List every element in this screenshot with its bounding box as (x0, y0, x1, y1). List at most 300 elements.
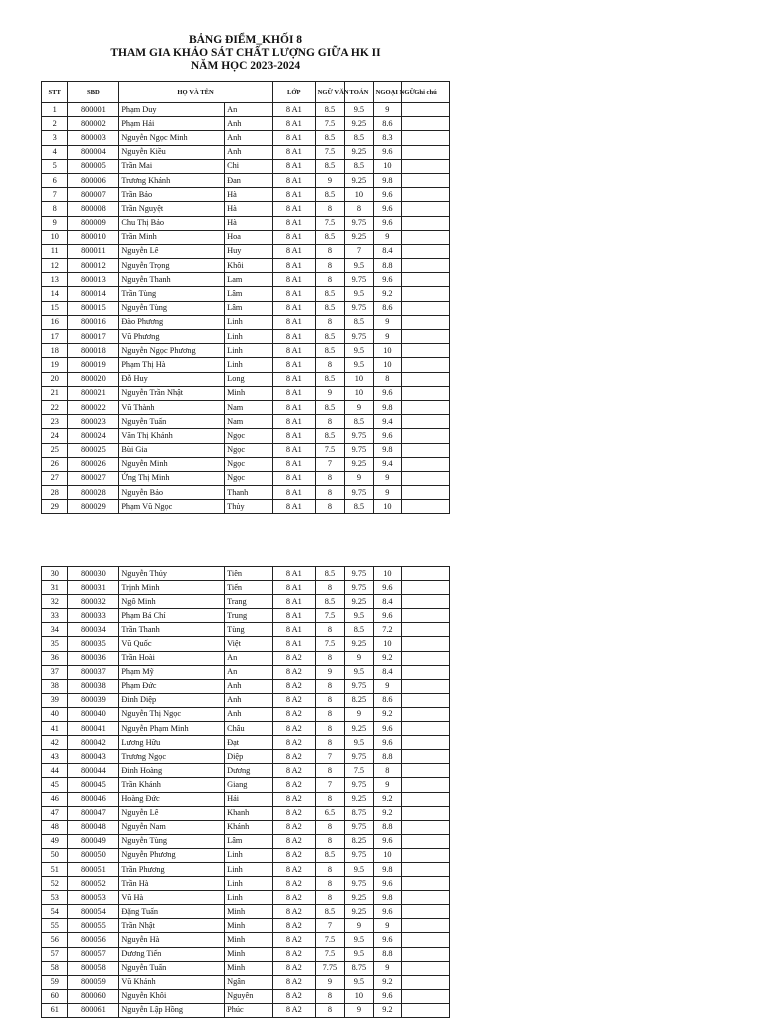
notes-cell (402, 736, 450, 750)
foreign-language-score-cell: 9 (373, 679, 401, 693)
class-cell: 8 A1 (272, 173, 315, 187)
math-score-cell: 9.75 (345, 301, 373, 315)
math-score-cell: 9.75 (345, 581, 373, 595)
sbd-cell: 800014 (68, 287, 119, 301)
given-name-cell: Linh (225, 891, 273, 905)
class-cell: 8 A1 (272, 429, 315, 443)
notes-cell (402, 486, 450, 500)
grade-table-page-1 (41, 81, 450, 514)
notes-cell (402, 117, 450, 131)
title-line-3: NĂM HỌC 2023-2024 (190, 60, 301, 72)
sbd-cell: 800037 (68, 665, 119, 679)
given-name-cell: Lam (225, 273, 273, 287)
given-name-cell: Anh (225, 707, 273, 721)
surname-cell: Văn Thị Khánh (119, 429, 225, 443)
stt-cell: 57 (42, 947, 68, 961)
sbd-cell: 800019 (68, 358, 119, 372)
literature-score-cell: 8 (315, 820, 345, 834)
math-score-cell: 9.75 (345, 216, 373, 230)
title-line-1: BẢNG ĐIỂM_KHỐI 8 (188, 34, 303, 46)
table-row (42, 806, 450, 820)
math-score-cell: 9 (345, 919, 373, 933)
given-name-cell: Minh (225, 905, 273, 919)
given-name-cell: Linh (225, 848, 273, 862)
foreign-language-score-cell: 9.8 (373, 173, 401, 187)
sbd-cell: 800002 (68, 117, 119, 131)
notes-cell (402, 820, 450, 834)
table-row (42, 244, 450, 258)
surname-cell: Vũ Quốc (119, 637, 225, 651)
given-name-cell: Long (225, 372, 273, 386)
foreign-language-score-cell: 9.6 (373, 145, 401, 159)
foreign-language-score-cell: 10 (373, 637, 401, 651)
math-score-cell: 9.5 (345, 862, 373, 876)
table-row (42, 707, 450, 721)
given-name-cell: Châu (225, 722, 273, 736)
literature-score-cell: 8 (315, 623, 345, 637)
class-cell: 8 A2 (272, 891, 315, 905)
given-name-cell: Tùng (225, 623, 273, 637)
math-score-cell: 8.5 (345, 500, 373, 514)
notes-cell (402, 244, 450, 258)
stt-cell: 25 (42, 443, 68, 457)
class-cell: 8 A2 (272, 679, 315, 693)
surname-cell: Phạm Hải (119, 117, 225, 131)
foreign-language-score-cell: 8.4 (373, 595, 401, 609)
class-cell: 8 A1 (272, 259, 315, 273)
given-name-cell: Anh (225, 693, 273, 707)
notes-cell (402, 877, 450, 891)
surname-cell: Trần Minh (119, 230, 225, 244)
stt-cell: 29 (42, 500, 68, 514)
class-cell: 8 A2 (272, 651, 315, 665)
stt-cell: 33 (42, 609, 68, 623)
given-name-cell: Hải (225, 792, 273, 806)
foreign-language-score-cell: 8.6 (373, 693, 401, 707)
sbd-cell: 800012 (68, 259, 119, 273)
stt-cell: 49 (42, 834, 68, 848)
math-score-cell: 9.25 (345, 173, 373, 187)
surname-cell: Trần Tùng (119, 287, 225, 301)
stt-cell: 30 (42, 567, 68, 581)
literature-score-cell: 8 (315, 500, 345, 514)
class-cell: 8 A1 (272, 595, 315, 609)
surname-cell: Trần Hoài (119, 651, 225, 665)
literature-score-cell: 6.5 (315, 806, 345, 820)
table-row (42, 372, 450, 386)
sbd-cell: 800042 (68, 736, 119, 750)
literature-score-cell: 7.5 (315, 145, 345, 159)
literature-score-cell: 8 (315, 764, 345, 778)
stt-cell: 53 (42, 891, 68, 905)
class-cell: 8 A1 (272, 457, 315, 471)
surname-cell: Nguyễn Khôi (119, 989, 225, 1003)
given-name-cell: Nam (225, 415, 273, 429)
table-row (42, 415, 450, 429)
notes-cell (402, 301, 450, 315)
stt-cell: 22 (42, 400, 68, 414)
literature-score-cell: 8 (315, 679, 345, 693)
table-row (42, 230, 450, 244)
literature-score-cell: 7.5 (315, 933, 345, 947)
foreign-language-score-cell: 9.6 (373, 722, 401, 736)
class-cell: 8 A1 (272, 330, 315, 344)
notes-cell (402, 145, 450, 159)
table-row (42, 330, 450, 344)
class-cell: 8 A1 (272, 500, 315, 514)
foreign-language-score-cell: 9.6 (373, 736, 401, 750)
class-cell: 8 A1 (272, 581, 315, 595)
sbd-cell: 800044 (68, 764, 119, 778)
literature-score-cell: 7.5 (315, 117, 345, 131)
sbd-cell: 800053 (68, 891, 119, 905)
surname-cell: Vũ Hà (119, 891, 225, 905)
stt-cell: 34 (42, 623, 68, 637)
table-row (42, 820, 450, 834)
table-row (42, 486, 450, 500)
surname-cell: Nguyễn Tùng (119, 301, 225, 315)
header-name: HỌ VÀ TÊN (119, 82, 273, 103)
notes-cell (402, 792, 450, 806)
notes-cell (402, 216, 450, 230)
surname-cell: Nguyễn Phạm Minh (119, 722, 225, 736)
sbd-cell: 800054 (68, 905, 119, 919)
foreign-language-score-cell: 8 (373, 764, 401, 778)
class-cell: 8 A1 (272, 415, 315, 429)
foreign-language-score-cell: 8.4 (373, 665, 401, 679)
given-name-cell: Chi (225, 159, 273, 173)
foreign-language-score-cell: 9.6 (373, 429, 401, 443)
sbd-cell: 800028 (68, 486, 119, 500)
notes-cell (402, 623, 450, 637)
foreign-language-score-cell: 9.6 (373, 877, 401, 891)
sbd-cell: 800035 (68, 637, 119, 651)
notes-cell (402, 651, 450, 665)
table-row (42, 919, 450, 933)
foreign-language-score-cell: 8.4 (373, 244, 401, 258)
math-score-cell: 9.75 (345, 429, 373, 443)
sbd-cell: 800003 (68, 131, 119, 145)
foreign-language-score-cell: 9 (373, 961, 401, 975)
foreign-language-score-cell: 9.6 (373, 933, 401, 947)
foreign-language-score-cell: 9.6 (373, 581, 401, 595)
table-row (42, 500, 450, 514)
table-row (42, 623, 450, 637)
math-score-cell: 8.5 (345, 159, 373, 173)
foreign-language-score-cell: 8.6 (373, 117, 401, 131)
stt-cell: 54 (42, 905, 68, 919)
literature-score-cell: 8.5 (315, 131, 345, 145)
notes-cell (402, 230, 450, 244)
given-name-cell: Hà (225, 202, 273, 216)
sbd-cell: 800011 (68, 244, 119, 258)
notes-cell (402, 919, 450, 933)
given-name-cell: Minh (225, 947, 273, 961)
class-cell: 8 A1 (272, 244, 315, 258)
sbd-cell: 800026 (68, 457, 119, 471)
foreign-language-score-cell: 9 (373, 230, 401, 244)
foreign-language-score-cell: 9 (373, 471, 401, 485)
stt-cell: 9 (42, 216, 68, 230)
sbd-cell: 800029 (68, 500, 119, 514)
foreign-language-score-cell: 9.6 (373, 216, 401, 230)
header-foreign-language: NGOẠI NGỮ (373, 82, 401, 103)
table-row (42, 287, 450, 301)
math-score-cell: 9.25 (345, 792, 373, 806)
foreign-language-score-cell: 9.6 (373, 609, 401, 623)
foreign-language-score-cell: 8.6 (373, 301, 401, 315)
given-name-cell: Linh (225, 877, 273, 891)
class-cell: 8 A2 (272, 806, 315, 820)
surname-cell: Nguyễn Lê (119, 806, 225, 820)
class-cell: 8 A2 (272, 947, 315, 961)
table-row (42, 722, 450, 736)
math-score-cell: 9 (345, 707, 373, 721)
class-cell: 8 A2 (272, 750, 315, 764)
table-row (42, 947, 450, 961)
foreign-language-score-cell: 8 (373, 372, 401, 386)
math-score-cell: 9.75 (345, 848, 373, 862)
class-cell: 8 A1 (272, 486, 315, 500)
foreign-language-score-cell: 10 (373, 500, 401, 514)
notes-cell (402, 457, 450, 471)
surname-cell: Nguyễn Trọng (119, 259, 225, 273)
math-score-cell: 8.5 (345, 415, 373, 429)
math-score-cell: 9.75 (345, 679, 373, 693)
stt-cell: 4 (42, 145, 68, 159)
notes-cell (402, 778, 450, 792)
surname-cell: Nguyễn Thị Ngọc (119, 707, 225, 721)
notes-cell (402, 429, 450, 443)
class-cell: 8 A2 (272, 764, 315, 778)
class-cell: 8 A1 (272, 188, 315, 202)
table-body-page-2 (42, 567, 450, 1018)
sbd-cell: 800050 (68, 848, 119, 862)
notes-cell (402, 415, 450, 429)
class-cell: 8 A2 (272, 1003, 315, 1017)
table-row (42, 103, 450, 117)
stt-cell: 15 (42, 301, 68, 315)
sbd-cell: 800058 (68, 961, 119, 975)
table-row (42, 637, 450, 651)
notes-cell (402, 159, 450, 173)
class-cell: 8 A1 (272, 609, 315, 623)
math-score-cell: 9.75 (345, 330, 373, 344)
math-score-cell: 10 (345, 188, 373, 202)
math-score-cell: 9.25 (345, 891, 373, 905)
literature-score-cell: 7.5 (315, 609, 345, 623)
sbd-cell: 800039 (68, 693, 119, 707)
notes-cell (402, 386, 450, 400)
given-name-cell: Hà (225, 216, 273, 230)
literature-score-cell: 8 (315, 273, 345, 287)
given-name-cell: Linh (225, 330, 273, 344)
surname-cell: Nguyễn Tùng (119, 834, 225, 848)
notes-cell (402, 259, 450, 273)
literature-score-cell: 8.5 (315, 188, 345, 202)
math-score-cell: 8.25 (345, 834, 373, 848)
stt-cell: 38 (42, 679, 68, 693)
math-score-cell: 9 (345, 400, 373, 414)
math-score-cell: 7 (345, 244, 373, 258)
header-literature: NGỮ VĂN (315, 82, 345, 103)
surname-cell: Nguyễn Nam (119, 820, 225, 834)
table-row (42, 933, 450, 947)
sbd-cell: 800056 (68, 933, 119, 947)
notes-cell (402, 905, 450, 919)
table-row (42, 736, 450, 750)
sbd-cell: 800036 (68, 651, 119, 665)
notes-cell (402, 567, 450, 581)
stt-cell: 60 (42, 989, 68, 1003)
stt-cell: 3 (42, 131, 68, 145)
notes-cell (402, 764, 450, 778)
stt-cell: 47 (42, 806, 68, 820)
given-name-cell: Minh (225, 919, 273, 933)
table-row (42, 891, 450, 905)
stt-cell: 8 (42, 202, 68, 216)
notes-cell (402, 862, 450, 876)
sbd-cell: 800033 (68, 609, 119, 623)
math-score-cell: 9.75 (345, 778, 373, 792)
math-score-cell: 8.5 (345, 315, 373, 329)
class-cell: 8 A1 (272, 103, 315, 117)
literature-score-cell: 8 (315, 1003, 345, 1017)
table-row (42, 259, 450, 273)
notes-cell (402, 372, 450, 386)
math-score-cell: 9.5 (345, 287, 373, 301)
stt-cell: 23 (42, 415, 68, 429)
literature-score-cell: 9 (315, 975, 345, 989)
literature-score-cell: 8.5 (315, 372, 345, 386)
table-row (42, 400, 450, 414)
surname-cell: Đinh Hoàng (119, 764, 225, 778)
title-line-2: THAM GIA KHẢO SÁT CHẤT LƯỢNG GIỮA HK II (110, 47, 381, 59)
notes-cell (402, 609, 450, 623)
class-cell: 8 A2 (272, 707, 315, 721)
stt-cell: 16 (42, 315, 68, 329)
stt-cell: 52 (42, 877, 68, 891)
given-name-cell: Huy (225, 244, 273, 258)
stt-cell: 35 (42, 637, 68, 651)
surname-cell: Trần Mai (119, 159, 225, 173)
table-row (42, 975, 450, 989)
given-name-cell: Hoa (225, 230, 273, 244)
foreign-language-score-cell: 7.2 (373, 623, 401, 637)
surname-cell: Vũ Khánh (119, 975, 225, 989)
sbd-cell: 800051 (68, 862, 119, 876)
notes-cell (402, 947, 450, 961)
literature-score-cell: 8 (315, 693, 345, 707)
table-row (42, 159, 450, 173)
surname-cell: Dương Tiến (119, 947, 225, 961)
notes-cell (402, 961, 450, 975)
foreign-language-score-cell: 9.6 (373, 834, 401, 848)
table-row (42, 173, 450, 187)
stt-cell: 28 (42, 486, 68, 500)
stt-cell: 41 (42, 722, 68, 736)
math-score-cell: 9.25 (345, 722, 373, 736)
literature-score-cell: 8 (315, 244, 345, 258)
foreign-language-score-cell: 9 (373, 778, 401, 792)
literature-score-cell: 8.5 (315, 429, 345, 443)
notes-cell (402, 500, 450, 514)
surname-cell: Phạm Đức (119, 679, 225, 693)
table-row (42, 961, 450, 975)
grade-table-page-2 (41, 566, 450, 1018)
class-cell: 8 A1 (272, 202, 315, 216)
stt-cell: 10 (42, 230, 68, 244)
literature-score-cell: 8 (315, 486, 345, 500)
given-name-cell: Anh (225, 131, 273, 145)
foreign-language-score-cell: 9.8 (373, 862, 401, 876)
sbd-cell: 800027 (68, 471, 119, 485)
math-score-cell: 9.5 (345, 933, 373, 947)
notes-cell (402, 103, 450, 117)
class-cell: 8 A1 (272, 567, 315, 581)
surname-cell: Trần Khánh (119, 778, 225, 792)
table-row (42, 344, 450, 358)
header-notes: Ghi chú (402, 82, 450, 103)
given-name-cell: Phúc (225, 1003, 273, 1017)
foreign-language-score-cell: 9.2 (373, 792, 401, 806)
literature-score-cell: 8 (315, 415, 345, 429)
math-score-cell: 8 (345, 202, 373, 216)
class-cell: 8 A1 (272, 400, 315, 414)
given-name-cell: An (225, 651, 273, 665)
stt-cell: 14 (42, 287, 68, 301)
surname-cell: Phạm Bá Chí (119, 609, 225, 623)
surname-cell: Nguyễn Tuấn (119, 415, 225, 429)
class-cell: 8 A1 (272, 159, 315, 173)
stt-cell: 7 (42, 188, 68, 202)
literature-score-cell: 8 (315, 877, 345, 891)
table-row (42, 386, 450, 400)
surname-cell: Nguyễn Hà (119, 933, 225, 947)
given-name-cell: Đạt (225, 736, 273, 750)
surname-cell: Phạm Thị Hà (119, 358, 225, 372)
notes-cell (402, 471, 450, 485)
foreign-language-score-cell: 10 (373, 848, 401, 862)
literature-score-cell: 8 (315, 792, 345, 806)
stt-cell: 31 (42, 581, 68, 595)
stt-cell: 45 (42, 778, 68, 792)
given-name-cell: Tiên (225, 567, 273, 581)
given-name-cell: Minh (225, 933, 273, 947)
table-row (42, 750, 450, 764)
sbd-cell: 800006 (68, 173, 119, 187)
table-row (42, 651, 450, 665)
header-math: TOÁN (345, 82, 373, 103)
stt-cell: 44 (42, 764, 68, 778)
table-row (42, 609, 450, 623)
sbd-cell: 800052 (68, 877, 119, 891)
surname-cell: Nguyễn Kiều (119, 145, 225, 159)
class-cell: 8 A2 (272, 862, 315, 876)
foreign-language-score-cell: 10 (373, 344, 401, 358)
literature-score-cell: 9 (315, 386, 345, 400)
literature-score-cell: 8.5 (315, 595, 345, 609)
stt-cell: 19 (42, 358, 68, 372)
stt-cell: 46 (42, 792, 68, 806)
foreign-language-score-cell: 9.2 (373, 707, 401, 721)
notes-cell (402, 287, 450, 301)
given-name-cell: Thanh (225, 486, 273, 500)
stt-cell: 18 (42, 344, 68, 358)
math-score-cell: 9.75 (345, 877, 373, 891)
notes-cell (402, 273, 450, 287)
given-name-cell: An (225, 103, 273, 117)
